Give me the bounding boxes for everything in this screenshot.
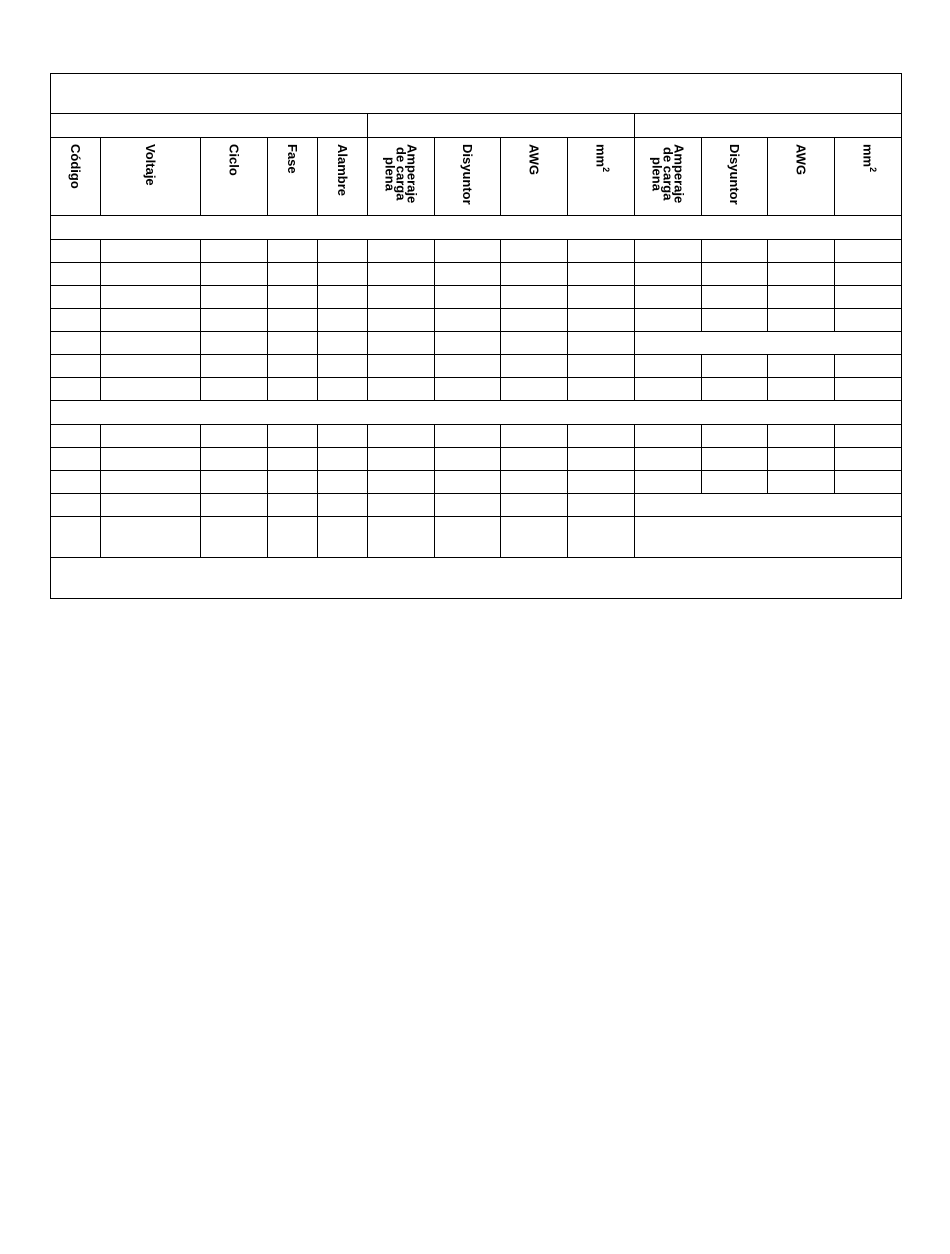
table-row: [51, 263, 902, 286]
merged-cell: [635, 494, 902, 517]
table-row: [51, 425, 902, 448]
footer-row: [51, 558, 902, 599]
section-row: [51, 401, 902, 425]
table-row: [51, 471, 902, 494]
table-row: [51, 286, 902, 309]
group-header-row: [51, 114, 902, 138]
header-mm2-1: $mm^2$: [568, 138, 635, 216]
title-row: [51, 74, 902, 114]
merged-cell: [635, 332, 902, 355]
header-awg-2: AWG: [768, 138, 835, 216]
table-row: [51, 494, 902, 517]
header-voltaje: Voltaje: [101, 138, 201, 216]
footer-cell: [51, 558, 902, 599]
table-row: [51, 240, 902, 263]
header-codigo: Código: [51, 138, 101, 216]
group-header-wiring-2: [635, 114, 902, 138]
table-row: [51, 448, 902, 471]
column-header-row: [51, 138, 902, 216]
table-row: [51, 332, 902, 355]
header-amperaje-1: Amperaje de carga plena: [368, 138, 435, 216]
header-alambre: Alambre: [318, 138, 368, 216]
group-header-wiring-1: [368, 114, 635, 138]
header-disyuntor-2: Disyuntor: [702, 138, 768, 216]
title-cell: [51, 74, 902, 114]
table-row: [51, 355, 902, 378]
header-disyuntor-1: Disyuntor: [435, 138, 501, 216]
table-row: [51, 378, 902, 401]
merged-cell: [635, 517, 902, 558]
header-mm2-2: $mm^2$: [835, 138, 902, 216]
header-awg-1: AWG: [501, 138, 568, 216]
table-row: [51, 309, 902, 332]
group-header-electrical: [51, 114, 368, 138]
table-row: [51, 517, 902, 558]
specification-table: [50, 73, 902, 599]
section-row: [51, 216, 902, 240]
header-fase: Fase: [268, 138, 318, 216]
header-amperaje-2: Amperaje de carga plena: [635, 138, 702, 216]
header-ciclo: Ciclo: [201, 138, 268, 216]
